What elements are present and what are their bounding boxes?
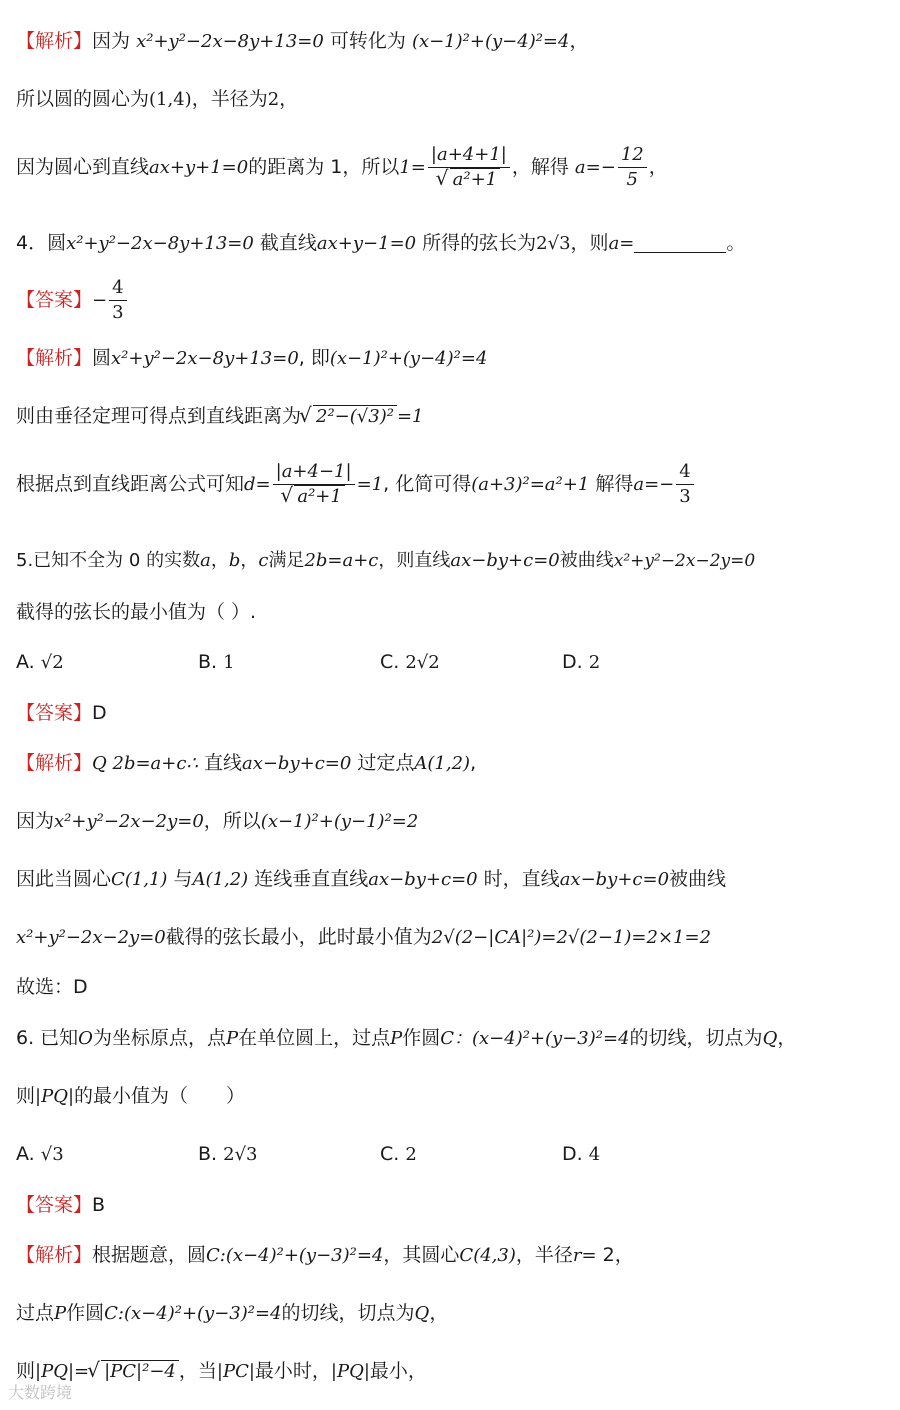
solution-5-line-3: 因此当圆心C(1,1) 与A(1,2) 连线垂直直线ax−by+c=0 时，直线ax−by+c=0被曲线 [16,868,727,890]
answer-tag: 【答案】 [16,1194,93,1216]
fraction: |a+4−1| √ a²+1 [273,460,355,509]
analysis-tag: 【解析】 [16,347,93,369]
question-5-line-2: 截得的弦长的最小值为（ ）. [16,601,257,623]
answer-tag: 【答案】 [16,289,93,311]
equation: x²+y²−2x−8y+13=0 [136,31,324,52]
solution-5-line-4: x²+y²−2x−2y=0截得的弦长最小，此时最小值为2√(2−|CA|²)=2√(2−1)=2×1=2 [16,926,712,948]
question-6-line-2: 则|PQ|的最小值为（ ） [16,1085,246,1107]
analysis-tag: 【解析】 [16,1244,93,1266]
option-a: A. √2 [16,651,64,673]
option-b: B. 2√3 [198,1143,258,1165]
solution-line-2: 所以圆的圆心为(1,4)，半径为2， [16,88,299,110]
option-c: C. 2 [380,1143,417,1165]
watermark: 大数跨境 [8,1383,73,1402]
answer-6: 【答案】B [16,1194,106,1216]
fraction: |a+4+1| √ a²+1 [428,143,510,192]
solution-6-line-2: 过点P作圆C:(x−4)²+(y−3)²=4的切线，切点为Q， [16,1302,449,1324]
answer-blank [634,232,726,253]
solution-5-line-1: 【解析】Q 2b=a+c∴ 直线ax−by+c=0 过定点A(1,2), [16,752,477,774]
fraction: $\frac{4}{3}$ [109,276,126,325]
solution-4-line-3: 根据点到直线距离公式可知d= |a+4−1| √ a²+1 =1, 化简可得(a+3)²=a²+1 解得a=− $\frac{4}{3}$ [16,460,696,520]
answer-tag: 【答案】 [16,702,93,724]
solution-5-line-5: 故选：D [16,976,88,998]
option-a: A. √3 [16,1143,64,1165]
option-d: D. 2 [562,651,601,673]
option-c: C. 2√2 [380,651,440,673]
fraction: $\frac{12}{5}$ [618,143,647,192]
equation: (x−1)²+(y−4)²=4 [411,31,570,52]
option-b: B. 1 [198,651,235,673]
solution-6-line-3: 则|PQ|=√ |PC|²−4 ，当|PC|最小时，|PQ|最小， [16,1356,427,1387]
solution-6-line-1: 【解析】根据题意，圆C:(x−4)²+(y−3)²=4，其圆心C(4,3)，半径r= 2， [16,1244,634,1266]
question-6-line-1: 6. 已知O为坐标原点，点P在单位圆上，过点P作圆C：(x−4)²+(y−3)²=4的切线，切点为Q， [16,1027,797,1049]
question-5-line-1: 5.已知不全为 0 的实数a，b，c满足2b=a+c，则直线ax−by+c=0被曲线x²+y²−2x−2y=0 [16,550,756,571]
solution-4-line-1: 【解析】圆x²+y²−2x−8y+13=0, 即(x−1)²+(y−4)²=4 [16,347,488,369]
solution-4-line-2: 则由垂径定理可得点到直线距离为√ 2²−(√3)² =1 [16,401,424,432]
solution-5-line-2: 因为x²+y²−2x−2y=0，所以(x−1)²+(y−1)²=2 [16,810,419,832]
answer-4: 【答案】− $\frac{4}{3}$ [16,276,129,328]
fraction: $\frac{4}{3}$ [676,460,693,509]
question-5-options [16,647,876,677]
answer-5: 【答案】D [16,702,107,724]
option-d: D. 4 [562,1143,601,1165]
analysis-tag: 【解析】 [16,752,93,774]
analysis-tag: 【解析】 [16,30,93,52]
question-6-options [16,1139,876,1169]
question-4: 4．圆x²+y²−2x−8y+13=0 截直线ax+y−1=0 所得的弦长为2√3，则a= 。 [16,232,746,254]
solution-line-1: 【解析】因为 x²+y²−2x−8y+13=0 可转化为 (x−1)²+(y−4)²=4， [16,30,589,52]
solution-line-3: 因为圆心到直线ax+y+1=0的距离为 1，所以1= |a+4+1| √ a²+1 ，解得 a=− $\frac{12}{5}$ ， [16,143,668,203]
